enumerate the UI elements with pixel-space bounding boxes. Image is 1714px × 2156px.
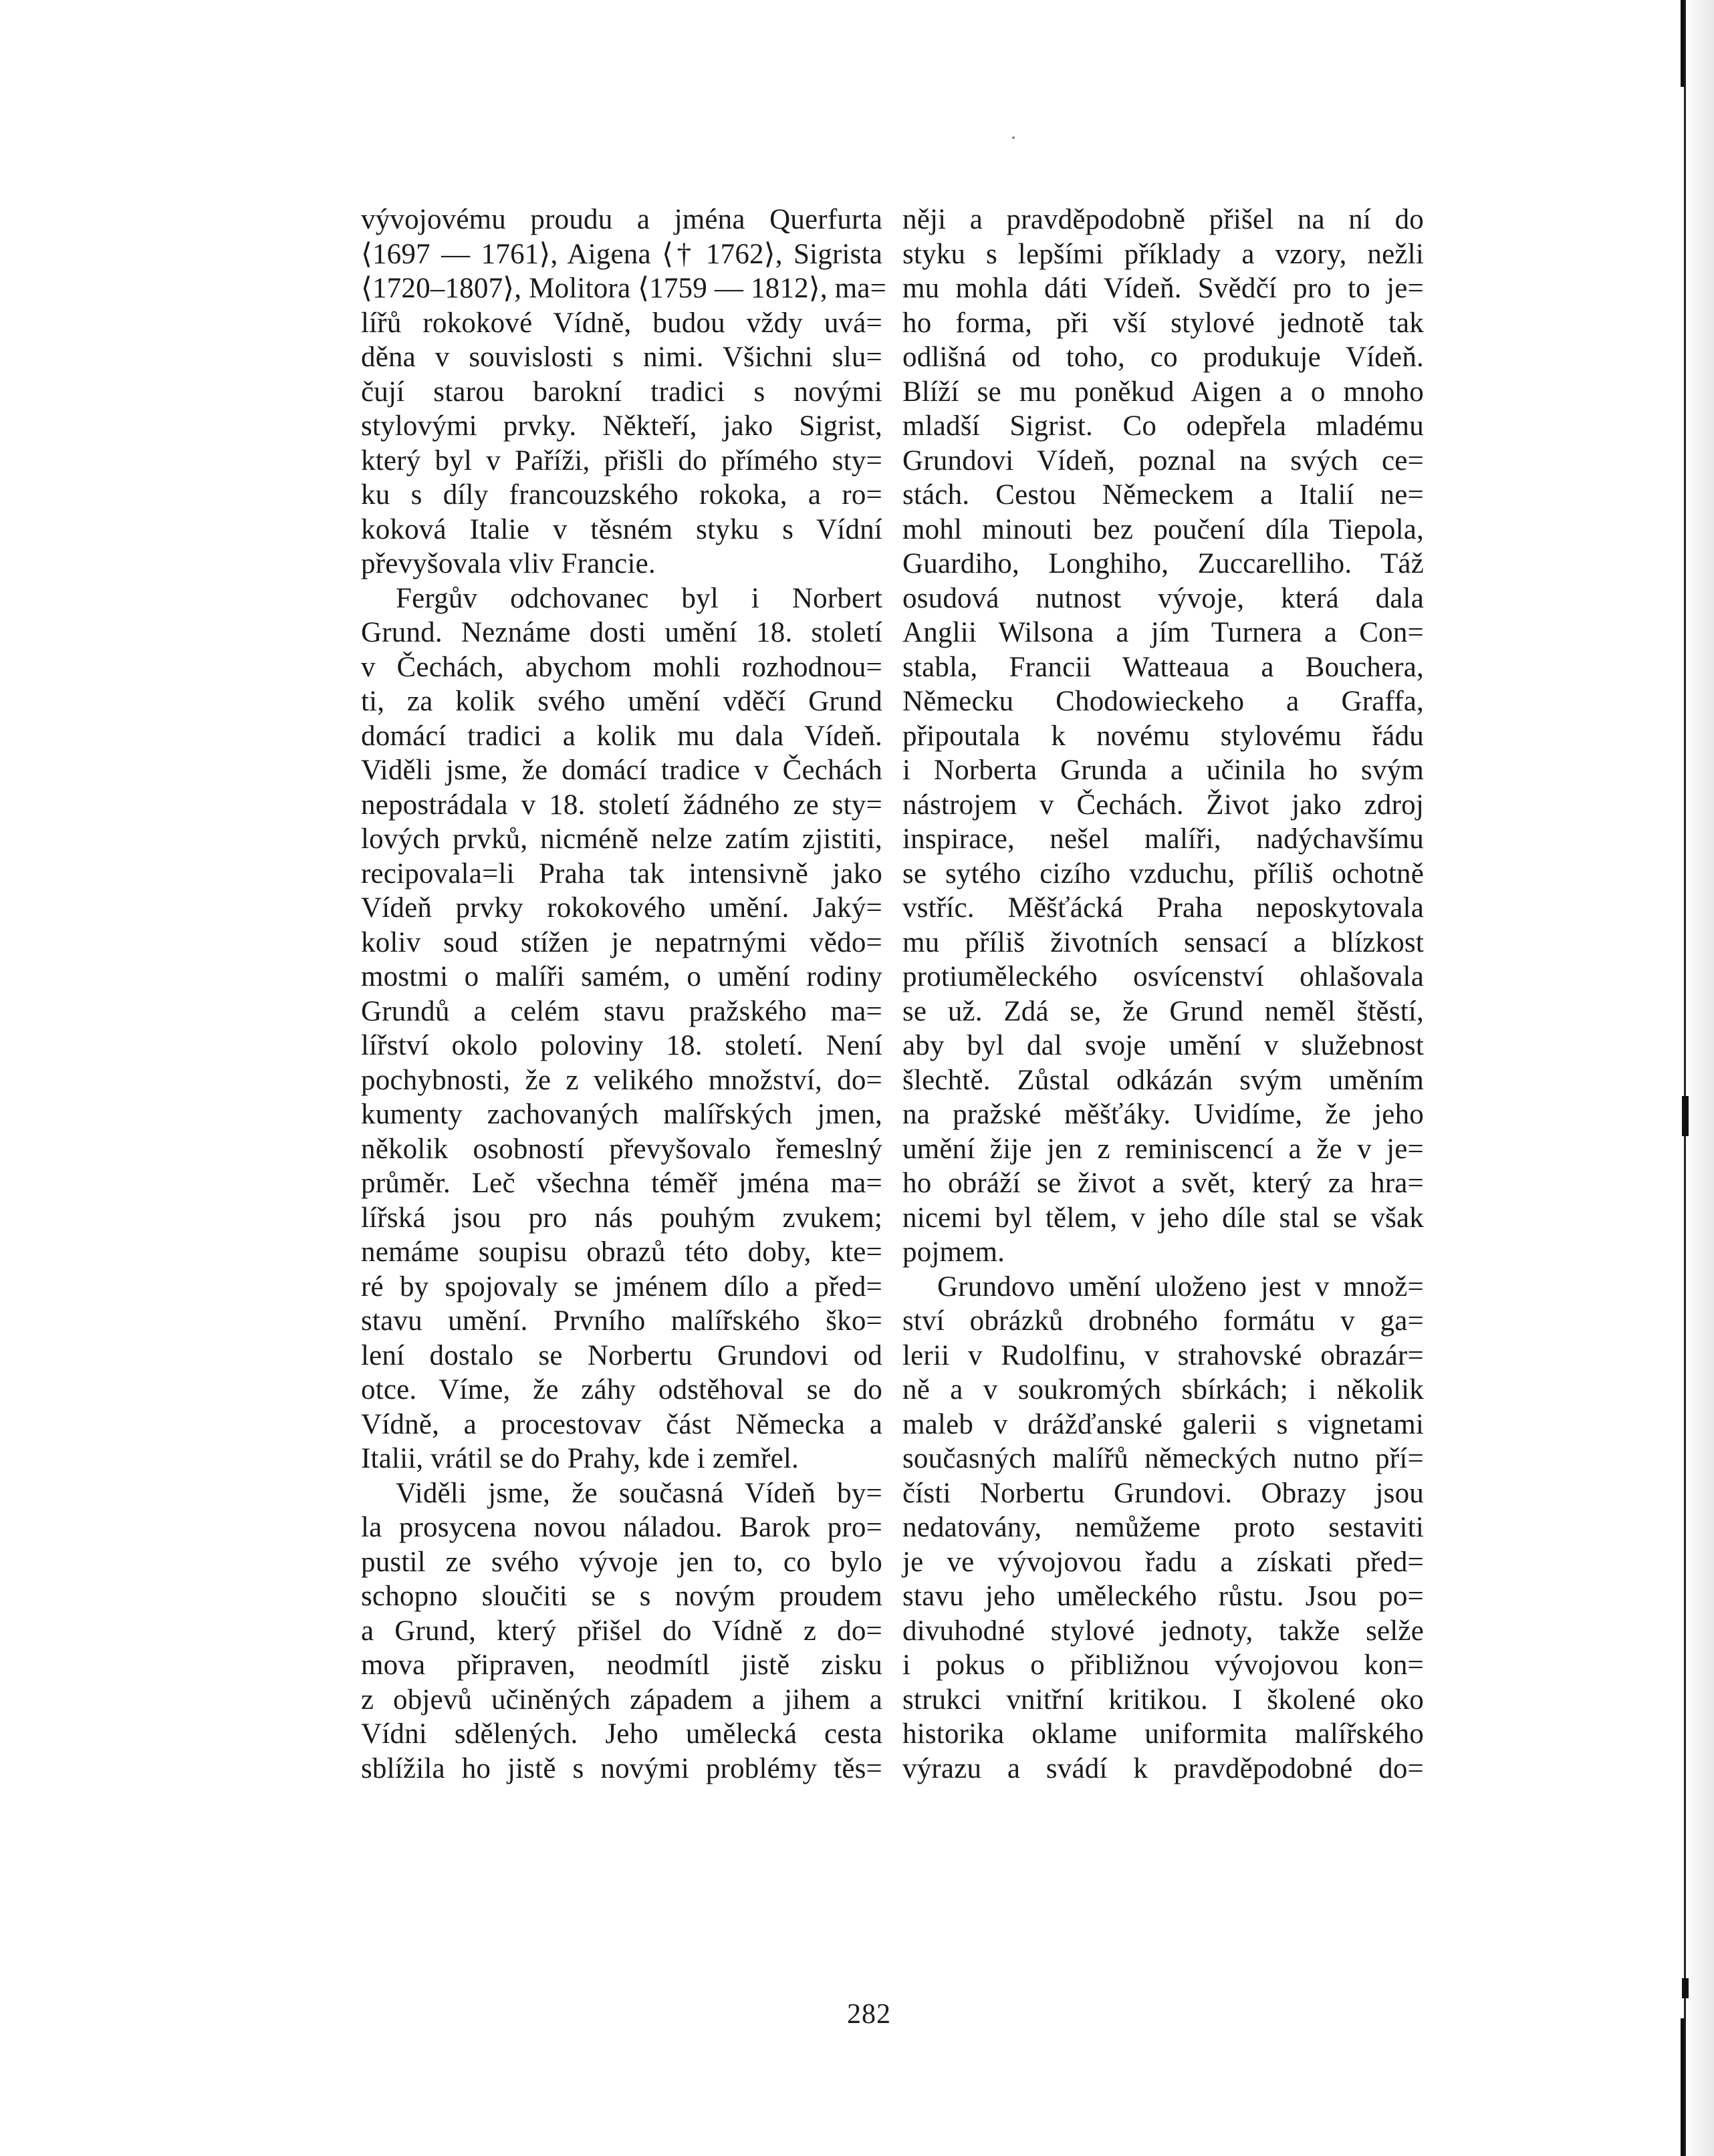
- text-line: výrazu a svádí k pravděpodobné do=: [902, 1752, 1424, 1784]
- text-line: Vídeň prvky rokokového umění. Jaký=: [361, 892, 882, 924]
- text-line: se už. Zdá se, že Grund neměl štěstí,: [902, 995, 1424, 1027]
- text-line: umění žije jen z reminiscencí a že v je=: [902, 1133, 1424, 1165]
- text-line: stavu umění. Prvního malířského ško=: [361, 1305, 882, 1337]
- text-line: ho forma, při vší stylové jednotě tak: [902, 307, 1424, 339]
- text-line: pojmem.: [902, 1236, 1005, 1268]
- text-line: la prosycena novou náladou. Barok pro=: [361, 1512, 882, 1543]
- binding-edge-top-mark: [1681, 0, 1685, 87]
- text-line: maleb v drážďanské galerii s vignetami: [902, 1408, 1424, 1440]
- text-line: lířská jsou pro nás pouhým zvukem;: [361, 1202, 882, 1234]
- text-line: Vídně, a procestovav část Německa a: [361, 1408, 882, 1440]
- text-line: lových prvků, nicméně nelze zatím zjistiti,: [361, 823, 882, 855]
- left-text-column: [361, 203, 887, 1786]
- text-line: pochybnosti, že z velikého množství, do=: [361, 1064, 882, 1096]
- text-line: koliv soud stížen je nepatrnými vědo=: [361, 926, 882, 958]
- text-line: Německu Chodowieckeho a Graffa,: [902, 686, 1424, 717]
- text-line: je ve vývojovou řadu a získati před=: [902, 1546, 1424, 1578]
- text-line: Vídni sdělených. Jeho umělecká cesta: [361, 1718, 882, 1750]
- text-line: mu mohla dáti Vídeň. Svědčí pro to je=: [902, 273, 1424, 304]
- text-line: Italii, vrátil se do Prahy, kde i zemřel.: [361, 1443, 799, 1474]
- text-line: pustil ze svého vývoje jen to, co bylo: [361, 1546, 882, 1578]
- paragraph-start-line: Grundovo umění uloženo jest v množ=: [937, 1270, 1424, 1303]
- text-line: z objevů učiněných západem a jihem a: [361, 1683, 882, 1716]
- text-line: kumenty zachovaných malířských jmen,: [361, 1099, 882, 1130]
- text-line: nepostrádala v 18. století žádného ze sty=: [361, 789, 882, 821]
- text-line: mova připraven, neodmítl jistě zisku: [361, 1649, 882, 1681]
- binding-edge-bottom-mark: [1681, 2018, 1685, 2156]
- text-line: odlišná od toho, co produkuje Vídeň.: [902, 342, 1424, 373]
- text-line: v Čechách, abychom mohli rozhodnou=: [361, 651, 882, 683]
- text-line: lířů rokokové Vídně, budou vždy uvá=: [361, 307, 882, 339]
- text-line: ti, za kolik svého umění vděčí Grund: [361, 686, 882, 717]
- text-line: stabla, Francii Watteaua a Bouchera,: [902, 651, 1424, 683]
- text-line: Anglii Wilsona a jím Turnera a Con=: [902, 617, 1424, 648]
- text-line: lířství okolo poloviny 18. století. Není: [361, 1030, 882, 1061]
- text-line: Grundů a celém stavu pražského ma=: [361, 995, 882, 1027]
- text-line: převyšovala vliv Francie.: [361, 548, 656, 579]
- page-number: 282: [847, 1999, 891, 2030]
- text-line: i Norberta Grunda a učinila ho svým: [902, 755, 1424, 786]
- text-line: stylovými prvky. Někteří, jako Sigrist,: [361, 410, 882, 442]
- text-line: schopno sloučiti se s novým proudem: [361, 1581, 882, 1612]
- text-line: současných malířů německých nutno pří=: [902, 1443, 1424, 1474]
- text-line: strukci vnitřní kritikou. I školené oko: [902, 1683, 1424, 1716]
- text-line: koková Italie v těsném styku s Vídní: [361, 513, 882, 545]
- text-line: připoutala k novému stylovému řádu: [902, 720, 1424, 752]
- text-line: Grundovi Vídeň, poznal na svých ce=: [902, 444, 1424, 477]
- text-line: vstříc. Měšťácká Praha neposkytovala: [902, 892, 1424, 924]
- text-line: ⟨1697 — 1761⟩, Aigena ⟨† 1762⟩, Sigrista: [361, 238, 882, 270]
- text-line: nedatovány, nemůžeme proto sestaviti: [902, 1512, 1424, 1543]
- text-line: Viděli jsme, že domácí tradice v Čechách: [361, 755, 882, 786]
- text-line: šlechtě. Zůstal odkázán svým uměním: [902, 1064, 1424, 1096]
- binding-edge-line: [1684, 0, 1686, 2156]
- text-line: historika oklame uniformita malířského: [902, 1718, 1424, 1750]
- text-line: mladší Sigrist. Co odepřela mladému: [902, 410, 1424, 442]
- text-line: ku s díly francouzského rokoka, a ro=: [361, 479, 882, 511]
- paragraph-start-line: Fergův odchovanec byl i Norbert: [396, 582, 882, 614]
- text-line: Blíží se mu poněkud Aigen a o mnoho: [902, 376, 1424, 408]
- text-line: ho obráží se život a svět, který za hra=: [902, 1168, 1424, 1199]
- text-line: nicemi byl tělem, v jeho díle stal se však: [902, 1202, 1424, 1234]
- text-line: domácí tradici a kolik mu dala Vídeň.: [361, 720, 882, 752]
- binding-edge-tick: [1682, 1096, 1689, 1136]
- text-line: a Grund, který přišel do Vídně z do=: [361, 1615, 882, 1647]
- text-line: inspirace, nešel malíři, nadýchavšímu: [902, 823, 1424, 855]
- binding-edge-shadow: [1685, 0, 1714, 2156]
- text-line: mu příliš životních sensací a blízkost: [902, 926, 1424, 958]
- text-line: který byl v Paříži, přišli do přímého sty=: [361, 444, 882, 477]
- right-text-column: [902, 203, 1424, 1786]
- text-line: ství obrázků drobného formátu v ga=: [902, 1305, 1424, 1337]
- text-line: se sytého cizího vzduchu, příliš ochotně: [902, 857, 1424, 890]
- text-line: divuhodné stylové jednoty, takže selže: [902, 1615, 1424, 1647]
- dust-speck: [1012, 136, 1015, 139]
- text-line: ⟨1720–1807⟩, Molitora ⟨1759 — 1812⟩, ma=: [361, 273, 887, 304]
- text-line: styku s lepšími příklady a vzory, nežli: [902, 238, 1424, 270]
- text-line: nemáme soupisu obrazů této doby, kte=: [361, 1236, 882, 1268]
- text-line: vývojovému proudu a jména Querfurta: [361, 204, 882, 235]
- text-line: protiuměleckého osvícenství ohlašovala: [902, 961, 1424, 992]
- text-line: stavu jeho uměleckého růstu. Jsou po=: [902, 1581, 1424, 1612]
- text-line: nástrojem v Čechách. Život jako zdroj: [902, 789, 1424, 821]
- text-line: ně a v soukromých sbírkách; i několik: [902, 1374, 1424, 1405]
- text-line: i pokus o přibližnou vývojovou kon=: [902, 1649, 1424, 1681]
- text-line: ré by spojovaly se jménem dílo a před=: [361, 1270, 882, 1303]
- text-line: recipovala=li Praha tak intensivně jako: [361, 857, 882, 890]
- text-line: Grund. Neznáme dosti umění 18. století: [361, 617, 882, 648]
- text-line: osudová nutnost vývoje, která dala: [902, 582, 1424, 614]
- text-line: něji a pravděpodobně přišel na ní do: [902, 204, 1424, 235]
- paragraph-start-line: Viděli jsme, že současná Vídeň by=: [396, 1477, 882, 1509]
- text-line: na pražské měšťáky. Uvidíme, že jeho: [902, 1099, 1424, 1130]
- text-line: aby byl dal svoje umění v služebnost: [902, 1030, 1424, 1061]
- text-line: sblížila ho jistě s novými problémy těs=: [361, 1752, 882, 1784]
- text-line: čísti Norbertu Grundovi. Obrazy jsou: [902, 1477, 1424, 1509]
- text-line: Guardiho, Longhiho, Zuccarelliho. Táž: [902, 548, 1424, 579]
- text-line: průměr. Leč všechna téměř jména ma=: [361, 1168, 882, 1199]
- text-line: stách. Cestou Německem a Italií ne=: [902, 479, 1424, 511]
- text-line: několik osobností převyšovalo řemeslný: [361, 1133, 882, 1165]
- text-line: čují starou barokní tradici s novými: [361, 376, 882, 408]
- text-line: mohl minouti bez poučení díla Tiepola,: [902, 513, 1424, 545]
- text-line: lení dostalo se Norbertu Grundovi od: [361, 1339, 882, 1371]
- text-line: lerii v Rudolfinu, v strahovské obrazár=: [902, 1339, 1424, 1371]
- text-line: děna v souvislosti s nimi. Všichni slu=: [361, 342, 882, 373]
- text-line: otce. Víme, že záhy odstěhoval se do: [361, 1374, 882, 1405]
- binding-edge-tick: [1682, 1978, 1689, 1998]
- text-line: mostmi o malíři samém, o umění rodiny: [361, 961, 882, 992]
